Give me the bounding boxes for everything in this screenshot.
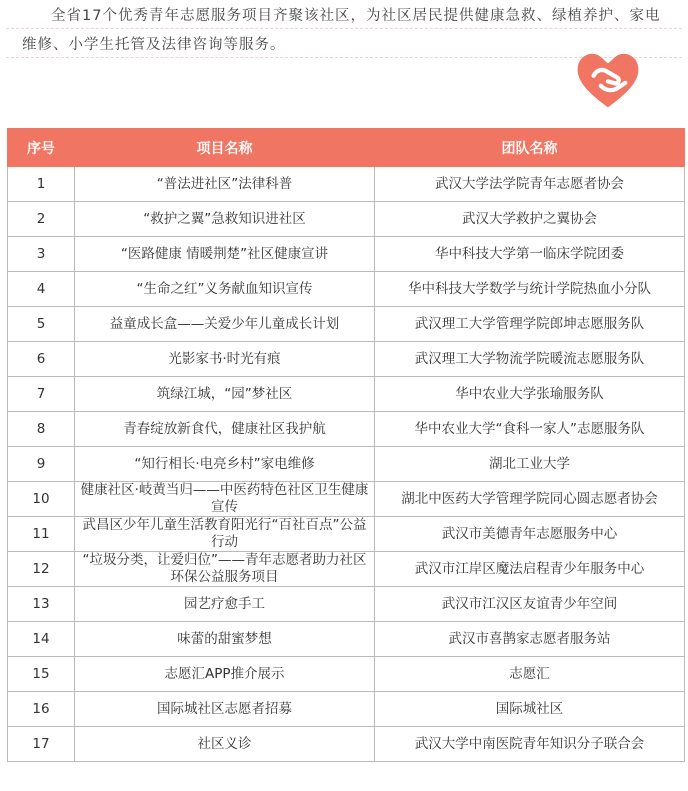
cell-no: 1 (8, 167, 75, 202)
table-row (8, 447, 685, 482)
cell-no: 10 (8, 482, 75, 517)
table-row (8, 692, 685, 727)
cell-project: “医路健康 情暖荆楚”社区健康宣讲 (75, 237, 375, 272)
table-row (8, 272, 685, 307)
cell-no: 14 (8, 622, 75, 657)
cell-no: 11 (8, 517, 75, 552)
cell-team: 华中科技大学第一临床学院团委 (375, 237, 685, 272)
header-no: 序号 (8, 129, 75, 167)
cell-no: 3 (8, 237, 75, 272)
table-row (8, 482, 685, 517)
table-row (8, 552, 685, 587)
cell-project: 国际城社区志愿者招募 (75, 692, 375, 727)
cell-project: 社区义诊 (75, 727, 375, 762)
cell-no: 6 (8, 342, 75, 377)
cell-project: 青春绽放新食代，健康社区我护航 (75, 412, 375, 447)
table-row (8, 307, 685, 342)
cell-no: 5 (8, 307, 75, 342)
cell-no: 15 (8, 657, 75, 692)
cell-no: 16 (8, 692, 75, 727)
project-table-container (7, 128, 684, 762)
table-row (8, 587, 685, 622)
table-row (8, 517, 685, 552)
table-row (8, 657, 685, 692)
table-row (8, 342, 685, 377)
cell-no: 4 (8, 272, 75, 307)
cell-team: 湖北工业大学 (375, 447, 685, 482)
cell-team: 武汉理工大学物流学院暖流志愿服务队 (375, 342, 685, 377)
cell-no: 7 (8, 377, 75, 412)
project-table (7, 128, 685, 762)
cell-project: “垃圾分类，让爱归位”——青年志愿者助力社区环保公益服务项目 (75, 552, 375, 587)
cell-team: 华中农业大学张瑜服务队 (375, 377, 685, 412)
cell-project: “生命之红”义务献血知识宣传 (75, 272, 375, 307)
cell-no: 12 (8, 552, 75, 587)
cell-project: “知行相长·电亮乡村”家电维修 (75, 447, 375, 482)
intro-paragraph: 全省17个优秀青年志愿服务项目齐聚该社区，为社区居民提供健康急救、绿植养护、家电维修、小学生托管及法律咨询等服务。 (22, 8, 661, 53)
cell-team: 武汉大学法学院青年志愿者协会 (375, 167, 685, 202)
cell-team: 武汉理工大学管理学院郎坤志愿服务队 (375, 307, 685, 342)
cell-project: 志愿汇APP推介展示 (75, 657, 375, 692)
table-row (8, 377, 685, 412)
cell-team: 武汉市江汉区友谊青少年空间 (375, 587, 685, 622)
cell-project: “救护之翼”急救知识进社区 (75, 202, 375, 237)
cell-team: 武汉大学中南医院青年知识分子联合会 (375, 727, 685, 762)
cell-project: “普法进社区”法律科普 (75, 167, 375, 202)
cell-project: 益童成长盒——关爱少年儿童成长计划 (75, 307, 375, 342)
cell-project: 光影家书·时光有痕 (75, 342, 375, 377)
cell-team: 华中农业大学“食科一家人”志愿服务队 (375, 412, 685, 447)
table-row (8, 622, 685, 657)
header-team: 团队名称 (375, 129, 685, 167)
cell-no: 9 (8, 447, 75, 482)
cell-no: 2 (8, 202, 75, 237)
cell-team: 志愿汇 (375, 657, 685, 692)
cell-no: 13 (8, 587, 75, 622)
cell-team: 武汉大学救护之翼协会 (375, 202, 685, 237)
cell-project: 园艺疗愈手工 (75, 587, 375, 622)
cell-team: 华中科技大学数学与统计学院热血小分队 (375, 272, 685, 307)
header-project: 项目名称 (75, 129, 375, 167)
cell-project: 健康社区·岐黄当归——中医药特色社区卫生健康宣传 (75, 482, 375, 517)
cell-team: 湖北中医药大学管理学院同心圆志愿者协会 (375, 482, 685, 517)
cell-project: 味蕾的甜蜜梦想 (75, 622, 375, 657)
table-header-row (8, 129, 685, 167)
cell-project: 武昌区少年儿童生活教育阳光行“百社百点”公益行动 (75, 517, 375, 552)
table-row (8, 167, 685, 202)
cell-team: 武汉市江岸区魔法启程青少年服务中心 (375, 552, 685, 587)
cell-team: 武汉市喜鹊家志愿者服务站 (375, 622, 685, 657)
cell-team: 国际城社区 (375, 692, 685, 727)
cell-no: 8 (8, 412, 75, 447)
table-row (8, 727, 685, 762)
volunteer-heart-hand-icon (572, 44, 644, 116)
cell-no: 17 (8, 727, 75, 762)
table-row (8, 237, 685, 272)
cell-team: 武汉市美德青年志愿服务中心 (375, 517, 685, 552)
table-row (8, 412, 685, 447)
cell-project: 筑绿江城，“园”梦社区 (75, 377, 375, 412)
table-row (8, 202, 685, 237)
